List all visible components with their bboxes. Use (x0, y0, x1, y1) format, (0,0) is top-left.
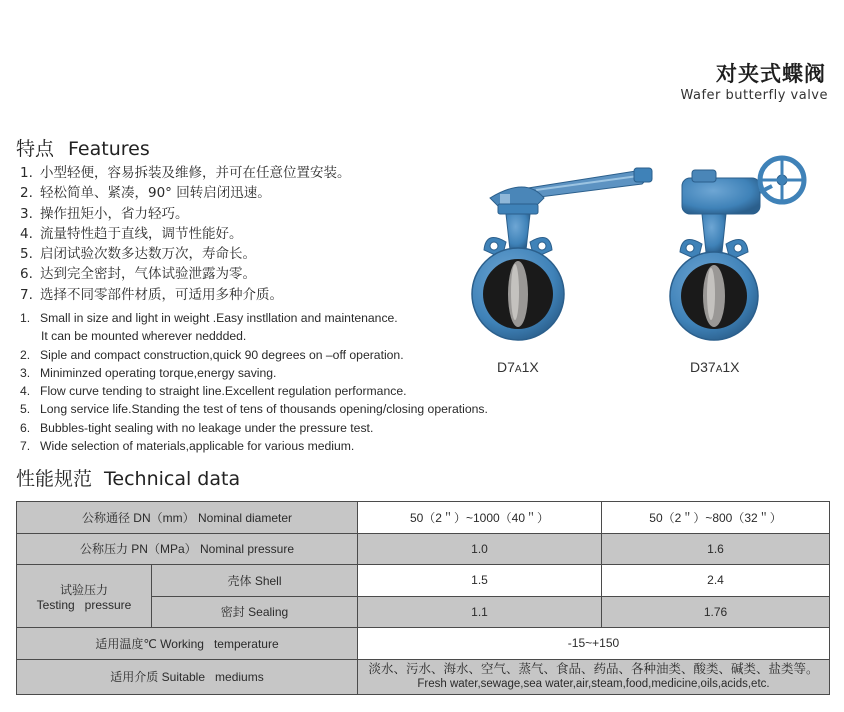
feature-item-zh: 6. 达到完全密封，气体试验泄露为零。 (20, 266, 256, 283)
cropped-next-heading (16, 703, 316, 712)
feature-item-en: 2. Siple and compact construction,quick 90 degrees on –off operation. (20, 347, 404, 362)
row-label-sealing: 密封 Sealing (152, 596, 358, 628)
row-label-nominal-pressure: 公称压力 PN（MPa） Nominal pressure (17, 533, 358, 565)
feature-item-en: 5. Long service life.Standing the test of tens of thousands opening/closing operations. (20, 402, 488, 417)
feature-item-zh: 1. 小型轻便，容易拆装及维修，并可在任意位置安装。 (20, 165, 351, 181)
value-seal-gear: 1.76 (602, 596, 830, 628)
valve-lever-label: D7A1X (497, 359, 539, 375)
mediums-zh: 淡水、污水、海水、空气、蒸气、食品、药品、各种油类、酸类、碱类、盐类等。 (368, 662, 819, 676)
table-row (17, 565, 830, 597)
value-shell-gear: 2.4 (602, 565, 830, 597)
value-dn-gear: 50（2＂）~800（32＂） (602, 502, 830, 534)
technical-heading-zh: 性能规范 (16, 468, 93, 490)
product-title-zh: 对夹式蝶阀 (716, 62, 826, 86)
row-label-working-temperature: 适用温度℃ Working temperature (17, 628, 358, 660)
features-list-zh (20, 163, 351, 305)
row-label-suitable-mediums: 适用介质 Suitable mediums (17, 659, 358, 694)
feature-item-en: 7. Wide selection of materials,applicable for various medium. (20, 439, 355, 454)
feature-item-en: 4. Flow curve tending to straight line.Excellent regulation performance. (20, 384, 407, 399)
features-heading (16, 134, 150, 161)
table-row (17, 533, 830, 565)
row-label-shell: 壳体 Shell (152, 565, 358, 597)
value-pn-gear: 1.6 (602, 533, 830, 565)
valve-lever-image (466, 158, 666, 354)
feature-item-en: 6. Bubbles-tight sealing with no leakage under the pressure test. (20, 420, 374, 435)
feature-item-zh: 7. 选择不同零部件材质，可适用多种介质。 (20, 286, 283, 303)
table-row (17, 502, 830, 534)
feature-item-en-continued: It can be mounted wherever neddded. (41, 329, 247, 344)
value-seal-lever: 1.1 (358, 596, 602, 628)
technical-data-table (16, 501, 830, 695)
value-shell-lever: 1.5 (358, 565, 602, 597)
value-pn-lever: 1.0 (358, 533, 602, 565)
row-label-nominal-diameter: 公称通径 DN（mm） Nominal diameter (17, 502, 358, 534)
features-heading-en: Features (68, 138, 150, 160)
product-title-en: Wafer butterfly valve (680, 88, 828, 103)
value-suitable-mediums (358, 659, 830, 694)
feature-item-en: 1. Small in size and light in weight .Easy instllation and maintenance. (20, 311, 398, 325)
feature-item-zh: 4. 流量特性趋于直线，调节性能好。 (20, 225, 243, 242)
valve-gear-label: D37A1X (690, 359, 740, 375)
table-row (17, 659, 830, 694)
valve-gear-image (664, 150, 814, 356)
technical-heading (16, 464, 240, 491)
value-dn-lever: 50（2＂）~1000（40＂） (358, 502, 602, 534)
features-list-en (20, 309, 488, 455)
features-heading-zh: 特点 (16, 138, 55, 160)
mediums-en: Fresh water,sewage,sea water,air,steam,food,medicine,oils,acids,etc. (417, 678, 770, 690)
technical-heading-en: Technical data (104, 468, 241, 490)
value-working-temperature: -15~+150 (358, 628, 830, 660)
feature-item-zh: 3. 操作扭矩小，省力轻巧。 (20, 205, 189, 222)
feature-item-en: 3. Miniminzed operating torque,energy saving. (20, 365, 277, 380)
table-row (17, 628, 830, 660)
feature-item-zh: 5. 启闭试验次数多达数万次，寿命长。 (20, 246, 256, 263)
row-label-testing-pressure: 试验压力 Testing pressure (17, 565, 152, 628)
feature-item-zh: 2. 轻松简单、紧凑，90° 回转启闭迅速。 (20, 185, 271, 202)
